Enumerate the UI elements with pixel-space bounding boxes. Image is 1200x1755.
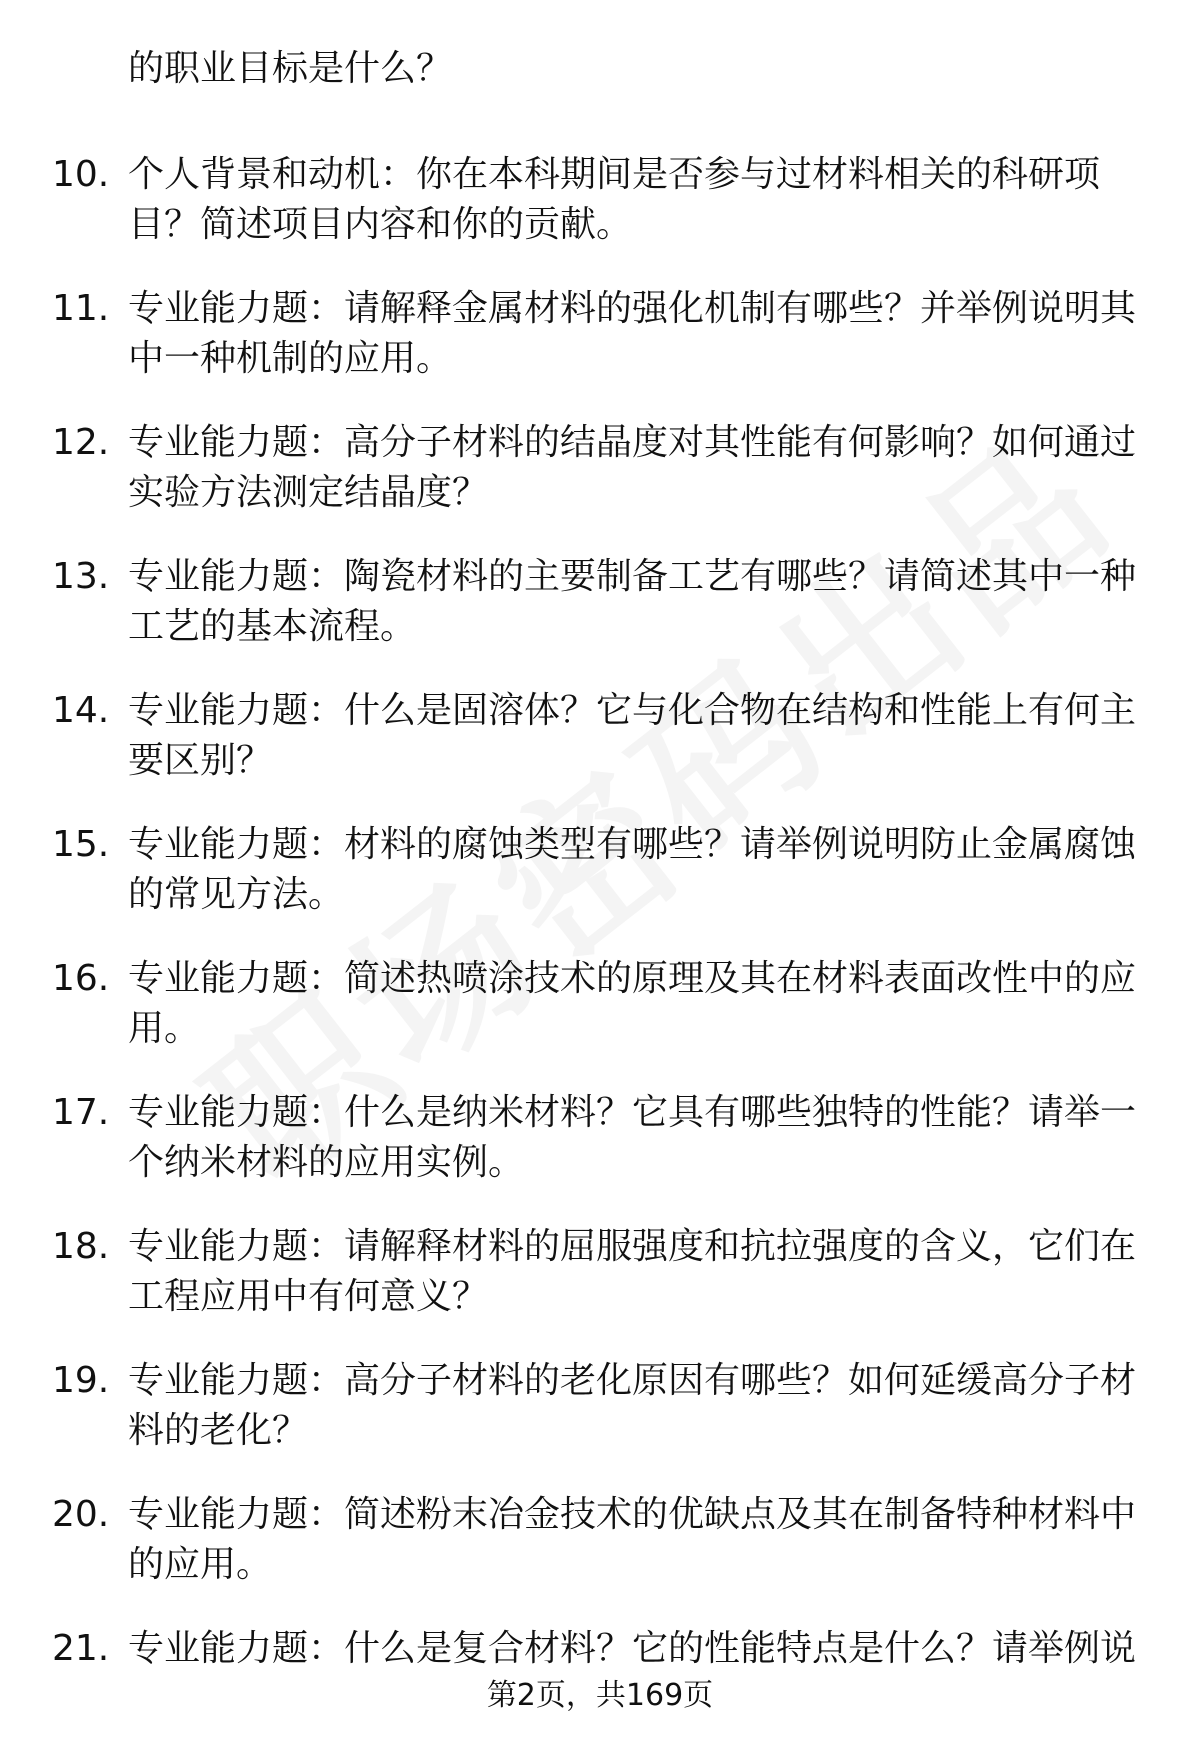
question-text: 专业能力题：请解释材料的屈服强度和抗拉强度的含义，它们在工程应用中有何意义？ (128, 1226, 1137, 1317)
question-text: 专业能力题：高分子材料的结晶度对其性能有何影响？如何通过实验方法测定结晶度？ (128, 422, 1137, 513)
continuation-line: 的职业目标是什么？ (128, 48, 453, 89)
question-text: 个人背景和动机：你在本科期间是否参与过材料相关的科研项目？简述项目内容和你的贡献。 (128, 154, 1101, 245)
question-number: 12. (52, 422, 110, 463)
page-footer: 第2页，共169页 (486, 1678, 714, 1713)
question-item (52, 418, 1142, 518)
question-number: 20. (52, 1494, 110, 1535)
question-item (52, 552, 1142, 652)
question-item (52, 686, 1142, 786)
question-number: 19. (52, 1360, 110, 1401)
question-number: 13. (52, 556, 110, 597)
question-item (52, 1088, 1142, 1188)
question-text: 专业能力题：陶瓷材料的主要制备工艺有哪些？请简述其中一种工艺的基本流程。 (128, 556, 1137, 647)
question-number: 14. (52, 690, 110, 731)
question-number: 16. (52, 958, 110, 999)
question-number: 11. (52, 288, 110, 329)
question-text: 专业能力题：什么是固溶体？它与化合物在结构和性能上有何主要区别？ (128, 690, 1137, 781)
question-item (52, 1490, 1142, 1590)
question-text: 专业能力题：什么是纳米材料？它具有哪些独特的性能？请举一个纳米材料的应用实例。 (128, 1092, 1137, 1183)
question-item (52, 1624, 1142, 1674)
question-item (52, 150, 1142, 250)
question-text: 专业能力题：请解释金属材料的强化机制有哪些？并举例说明其中一种机制的应用。 (128, 288, 1137, 379)
question-text: 专业能力题：高分子材料的老化原因有哪些？如何延缓高分子材料的老化？ (128, 1360, 1137, 1451)
question-list (0, 44, 1200, 1708)
question-number: 18. (52, 1226, 110, 1267)
question-number: 15. (52, 824, 110, 865)
question-number: 17. (52, 1092, 110, 1133)
question-item (52, 954, 1142, 1054)
question-number: 21. (52, 1628, 110, 1669)
question-item (52, 1222, 1142, 1322)
question-item (52, 284, 1142, 384)
question-text: 专业能力题：材料的腐蚀类型有哪些？请举例说明防止金属腐蚀的常见方法。 (128, 824, 1137, 915)
question-number: 10. (52, 154, 110, 195)
question-item (52, 1356, 1142, 1456)
question-text: 专业能力题：简述热喷涂技术的原理及其在材料表面改性中的应用。 (128, 958, 1137, 1049)
question-text: 专业能力题：什么是复合材料？它的性能特点是什么？请举例说 (128, 1628, 1137, 1669)
question-item (52, 820, 1142, 920)
question-text: 专业能力题：简述粉末冶金技术的优缺点及其在制备特种材料中的应用。 (128, 1494, 1137, 1585)
